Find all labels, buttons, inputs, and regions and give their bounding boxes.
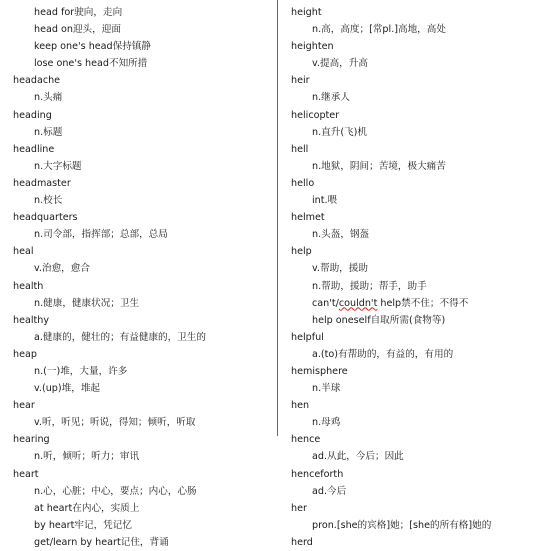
definition: pron.[she的宾格]她；[she的所有格]她的 bbox=[312, 519, 492, 531]
headword: hearing bbox=[13, 434, 50, 446]
definition: v.听，听见；听说，得知；倾听，听取 bbox=[34, 417, 196, 429]
definition: n.大字标题 bbox=[34, 160, 82, 172]
headword: herd bbox=[291, 536, 313, 548]
headword: heap bbox=[13, 348, 37, 360]
definition: n.地狱，阴间；苦境，极大痛苦 bbox=[312, 160, 446, 172]
definition: n.健康，健康状况；卫生 bbox=[34, 297, 140, 309]
column-divider bbox=[277, 0, 278, 436]
headword: hence bbox=[291, 434, 321, 446]
definition: n.高，高度；[常pl.]高地，高处 bbox=[312, 24, 446, 36]
headword: health bbox=[13, 280, 44, 292]
headword: heir bbox=[291, 75, 310, 87]
headword: helmet bbox=[291, 212, 325, 224]
headword: help bbox=[291, 246, 312, 258]
headword: heighten bbox=[291, 41, 334, 53]
definition: n.(一)堆，大量，许多 bbox=[34, 365, 128, 377]
definition: n.母鸡 bbox=[312, 417, 341, 429]
definition: ad.今后 bbox=[312, 485, 347, 497]
phrase: lose one's head不知所措 bbox=[34, 58, 148, 70]
definition: v.帮助，援助 bbox=[312, 263, 368, 275]
right-column bbox=[291, 4, 553, 551]
definition: n.校长 bbox=[34, 195, 63, 207]
headword: headmaster bbox=[13, 177, 71, 189]
left-column bbox=[13, 4, 275, 551]
spellcheck-flagged-word: couldn't bbox=[338, 297, 378, 309]
definition: a.健康的，健壮的；有益健康的，卫生的 bbox=[34, 331, 207, 343]
headword: helicopter bbox=[291, 109, 340, 121]
headword: helpful bbox=[291, 331, 324, 343]
headword: healthy bbox=[13, 314, 50, 326]
headword: heal bbox=[13, 246, 34, 258]
phrase: by heart牢记，凭记忆 bbox=[34, 519, 132, 531]
phrase-part: can't/ bbox=[312, 297, 339, 309]
definition: v.(up)堆，堆起 bbox=[34, 383, 101, 395]
definition: n.头痛 bbox=[34, 92, 63, 104]
headword: hello bbox=[291, 177, 315, 189]
definition: n.标题 bbox=[34, 126, 63, 138]
headword: headquarters bbox=[13, 212, 78, 224]
phrase: at heart在内心，实质上 bbox=[34, 502, 140, 514]
definition: n.继承人 bbox=[312, 92, 350, 104]
headword: hell bbox=[291, 143, 309, 155]
phrase-part: help禁不住；不得不 bbox=[377, 297, 469, 309]
phrase: head on迎头，迎面 bbox=[34, 24, 121, 36]
definition: n.半球 bbox=[312, 383, 341, 395]
definition: n.直升(飞)机 bbox=[312, 126, 367, 138]
definition: int.喂 bbox=[312, 195, 338, 207]
definition: n.头盔，钢盔 bbox=[312, 229, 370, 241]
headword: heading bbox=[13, 109, 52, 121]
headword: height bbox=[291, 7, 322, 18]
phrase: head for驶向，走向 bbox=[34, 7, 123, 18]
definition: n.司令部，指挥部；总部，总局 bbox=[34, 229, 168, 241]
definition: v.治愈，愈合 bbox=[34, 263, 90, 275]
headword: hear bbox=[13, 400, 35, 412]
headword: hemisphere bbox=[291, 365, 348, 377]
headword: heart bbox=[13, 468, 39, 480]
definition: n.听，倾听；听力；审讯 bbox=[34, 451, 140, 463]
phrase bbox=[291, 295, 553, 312]
headword: hen bbox=[291, 400, 310, 412]
definition: a.(to)有帮助的，有益的，有用的 bbox=[312, 348, 454, 360]
definition: n.帮助，援助；帮手，助手 bbox=[312, 280, 427, 292]
definition: n.心，心脏；中心，要点；内心，心肠 bbox=[34, 485, 197, 497]
headword: henceforth bbox=[291, 468, 344, 480]
headword: headache bbox=[13, 75, 61, 87]
definition: v.提高，升高 bbox=[312, 58, 368, 70]
headword: headline bbox=[13, 143, 55, 155]
headword: her bbox=[291, 502, 307, 514]
phrase: help oneself自取所需(食物等) bbox=[312, 314, 446, 326]
phrase: get/learn by heart记住，背诵 bbox=[34, 536, 169, 548]
phrase: keep one's head保持镇静 bbox=[34, 41, 152, 53]
definition: ad.从此，今后；因此 bbox=[312, 451, 404, 463]
